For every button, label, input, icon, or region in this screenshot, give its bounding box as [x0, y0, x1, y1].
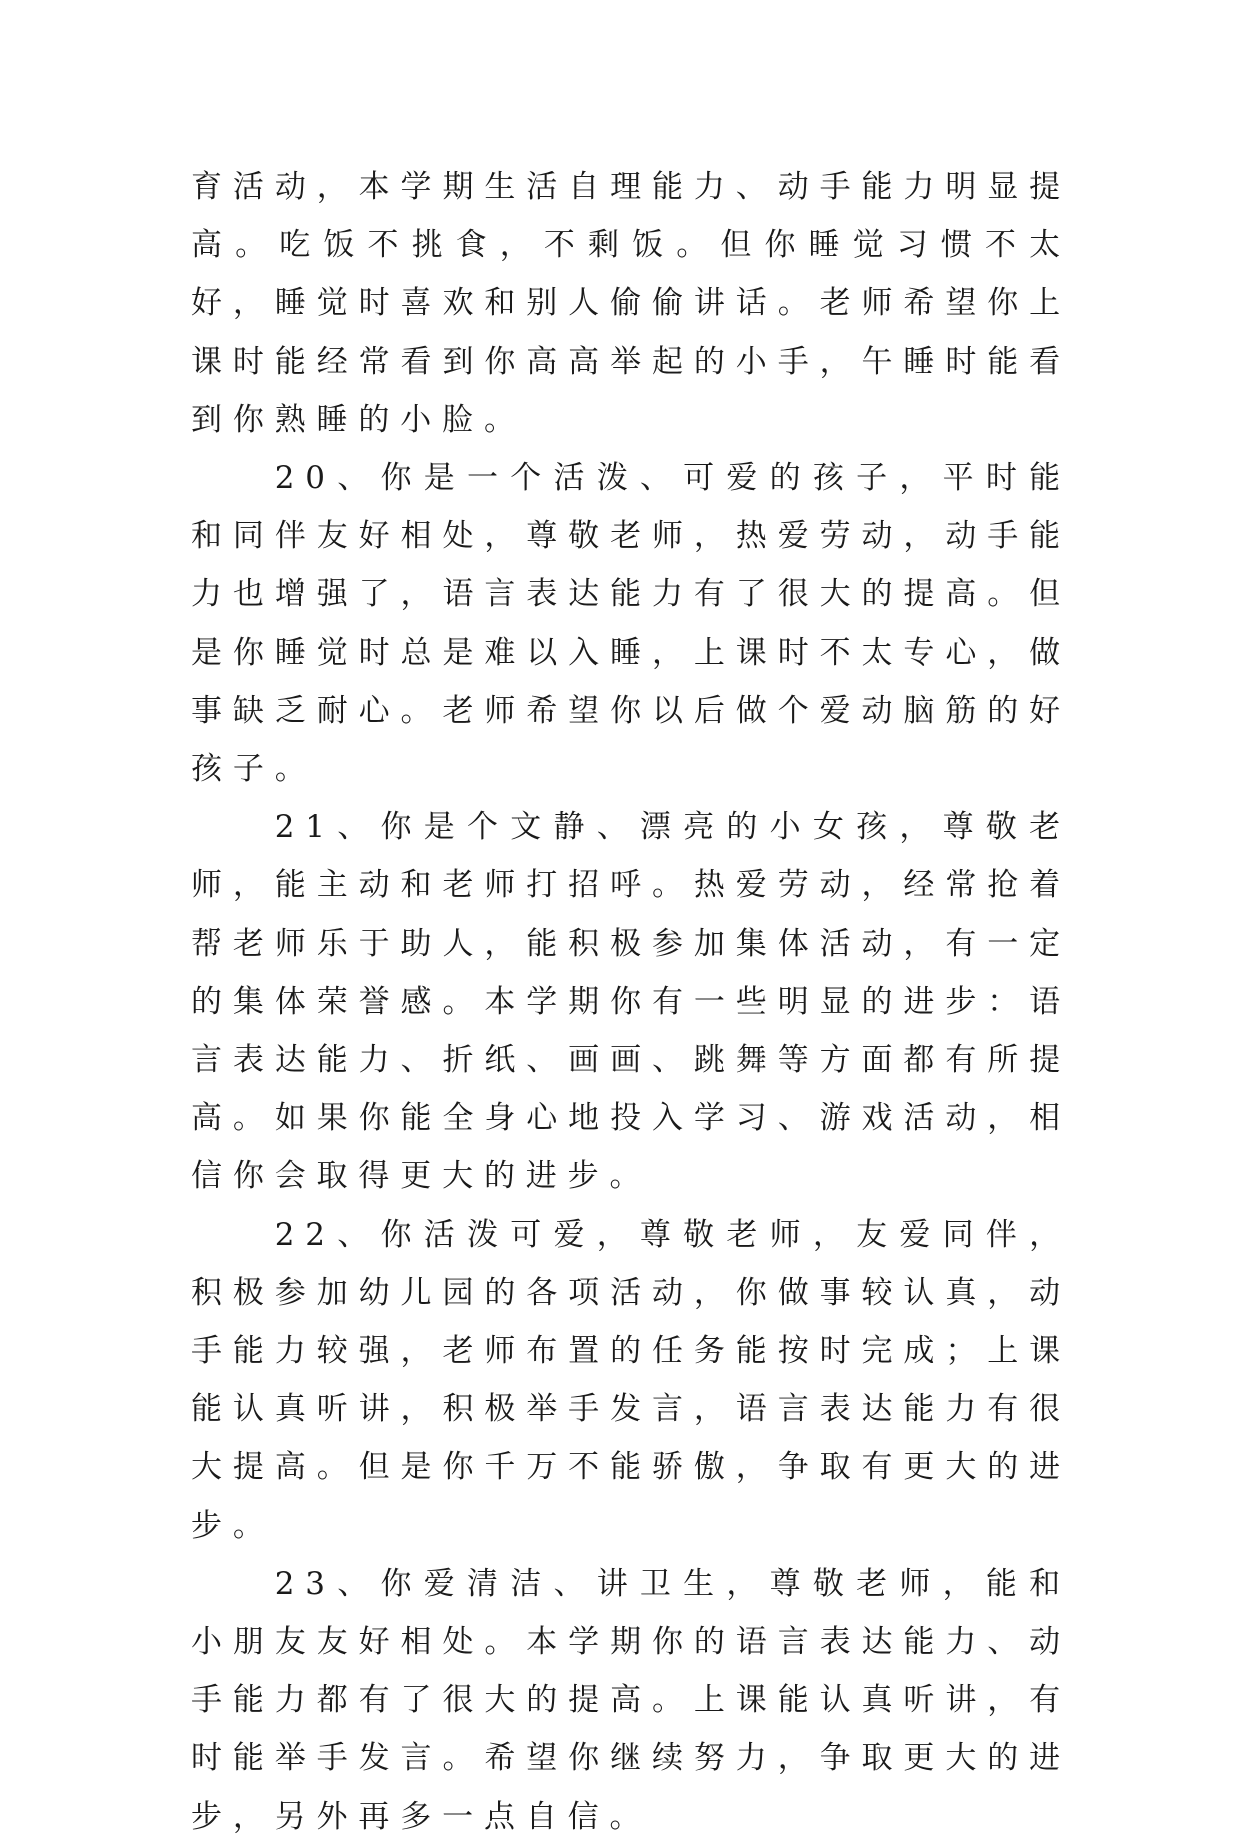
- paragraph-item-21: 21、你是个文静、漂亮的小女孩，尊敬老师，能主动和老师打招呼。热爱劳动，经常抢着帮老师乐于助人，能积极参加集体活动，有一定的集体荣誉感。本学期你有一些明显的进步：语言表达能力、折纸、画画、跳舞等方面都有所提高。如果你能全身心地投入学习、游戏活动，相信你会取得更大的进步。: [191, 809, 1071, 1195]
- document-body: [191, 158, 1071, 1846]
- paragraph-item-20: 20、你是一个活泼、可爱的孩子，平时能和同伴友好相处，尊敬老师，热爱劳动，动手能力也增强了，语言表达能力有了很大的提高。但是你睡觉时总是难以入睡，上课时不太专心，做事缺乏耐心。老师希望你以后做个爱动脑筋的好孩子。: [191, 460, 1071, 788]
- paragraph-continuation: 育活动，本学期生活自理能力、动手能力明显提高。吃饭不挑食，不剩饭。但你睡觉习惯不太好，睡觉时喜欢和别人偷偷讲话。老师希望你上课时能经常看到你高高举起的小手，午睡时能看到你熟睡的小脸。: [191, 169, 1071, 438]
- paragraph-item-23: 23、你爱清洁、讲卫生，尊敬老师，能和小朋友友好相处。本学期你的语言表达能力、动手能力都有了很大的提高。上课能认真听讲，有时能举手发言。希望你继续努力，争取更大的进步，另外再多一点自信。: [191, 1565, 1071, 1835]
- paragraph-item-22: 22、你活泼可爱，尊敬老师，友爱同伴，积极参加幼儿园的各项活动，你做事较认真，动手能力较强，老师布置的任务能按时完成；上课能认真听讲，积极举手发言，语言表达能力有很大提高。但是你千万不能骄傲，争取有更大的进步。: [191, 1216, 1071, 1544]
